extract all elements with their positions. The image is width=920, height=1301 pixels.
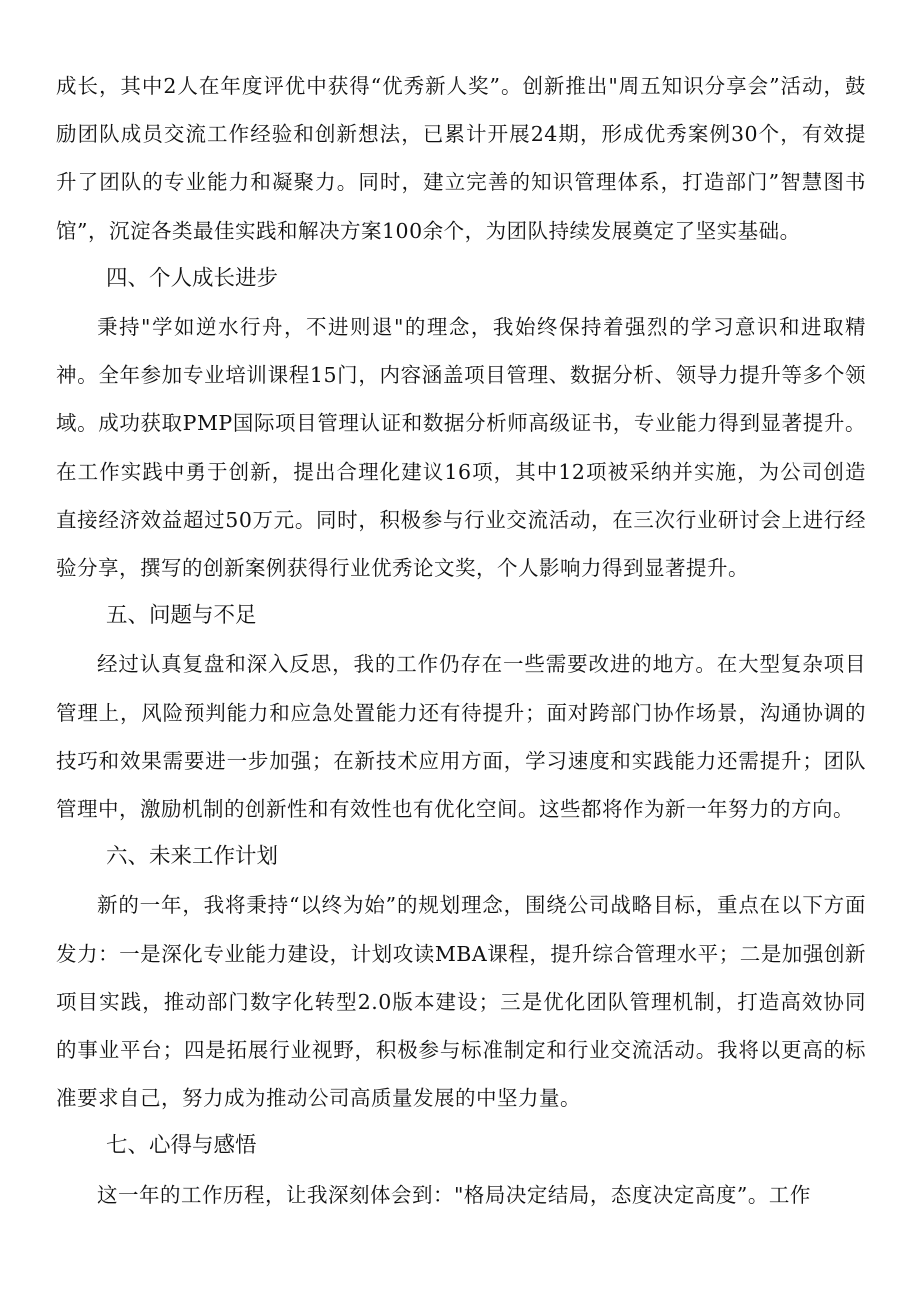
body-paragraph-reflections: 这一年的工作历程，让我深刻体会到："格局决定结局，态度决定高度”。工作 — [97, 1182, 811, 1207]
section-heading-future-plan: 六、未来工作计划 — [106, 844, 279, 870]
document-page — [56, 62, 866, 1219]
section-heading-reflections: 七、心得与感悟 — [106, 1133, 257, 1159]
section-heading-personal-growth: 四、个人成长进步 — [106, 265, 279, 291]
body-paragraph-personal-growth: 秉持"学如逆水行舟，不进则退"的理念，我始终保持着强烈的学习意识和进取精神。全年参加专业培训课程15门，内容涵盖项目管理、数据分析、领导力提升等多个领域。成功获取PMP国际项目管理认证和数据分析师高级证书，专业能力得到显著提升。在工作实践中勇于创新，提出合理化建议16项，其中12项被采纳并实施，为公司创造直接经济效益超过50万元。同时，积极参与行业交流活动，在三次行业研讨会上进行经验分享，撰写的创新案例获得行业优秀论文奖，个人影响力得到显著提升。 — [56, 315, 866, 581]
body-paragraph-problems: 经过认真复盘和深入反思，我的工作仍存在一些需要改进的地方。在大型复杂项目管理上，风险预判能力和应急处置能力还有待提升；面对跨部门协作场景，沟通协调的技巧和效果需要进一步加强；在新技术应用方面，学习速度和实践能力还需提升；团队管理中，激励机制的创新性和有效性也有优化空间。这些都将作为新一年努力的方向。 — [56, 652, 866, 822]
body-paragraph-future-plan: 新的一年，我将秉持“以终为始”的规划理念，围绕公司战略目标，重点在以下方面发力：一是深化专业能力建设，计划攻读MBA课程，提升综合管理水平；二是加强创新项目实践，推动部门数字化转型2.0版本建设；三是优化团队管理机制，打造高效协同的事业平台；四是拓展行业视野，积极参与标准制定和行业交流活动。我将以更高的标准要求自己，努力成为推动公司高质量发展的中坚力量。 — [56, 893, 866, 1111]
section-heading-problems: 五、问题与不足 — [106, 603, 257, 629]
body-paragraph-continued: 成长，其中2人在年度评优中获得“优秀新人奖”。创新推出"周五知识分享会”活动，鼓励团队成员交流工作经验和创新想法，已累计开展24期，形成优秀案例30个，有效提升了团队的专业能力和凝聚力。同时，建立完善的知识管理体系，打造部门”智慧图书馆”，沉淀各类最佳实践和解决方案100余个，为团队持续发展奠定了坚实基础。 — [56, 74, 866, 243]
